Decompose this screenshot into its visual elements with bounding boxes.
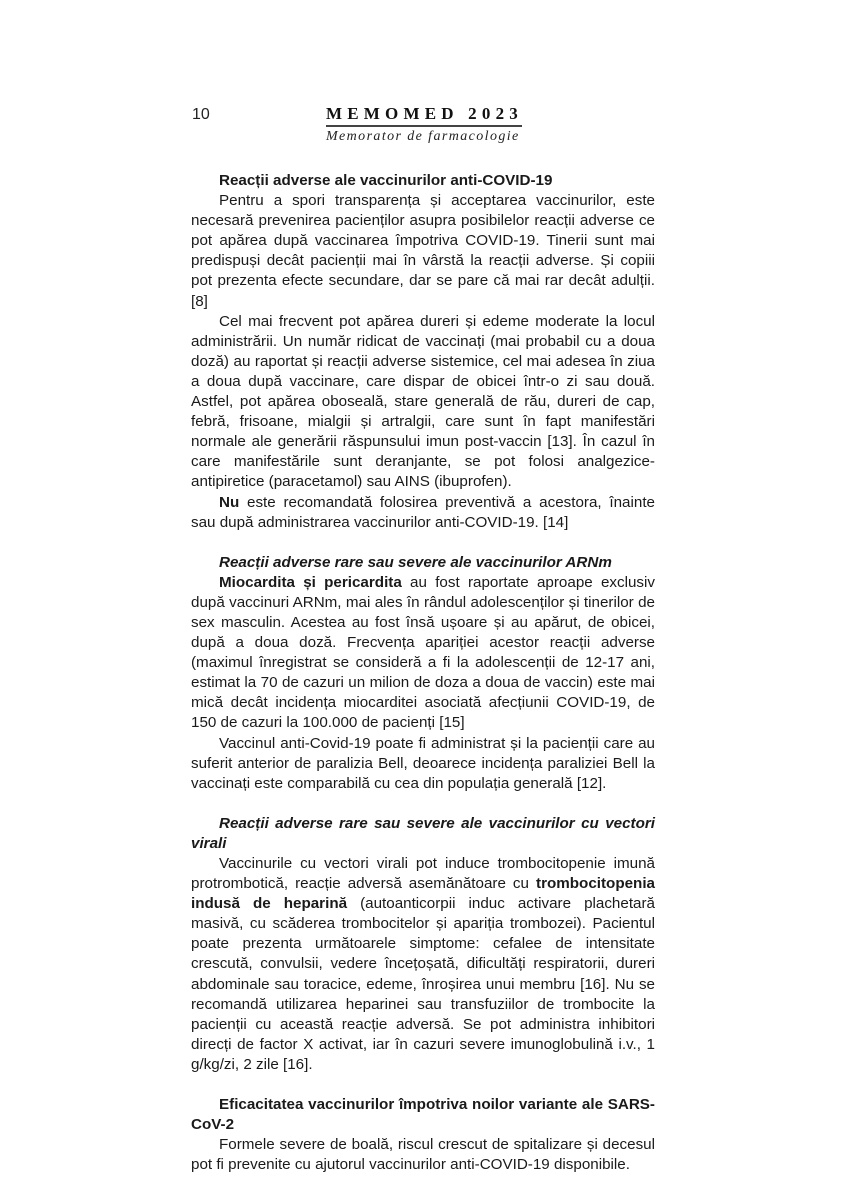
paragraph xyxy=(191,493,655,533)
paragraph xyxy=(191,854,655,1075)
section-heading: Reacții adverse ale vaccinurilor anti-COVID-19 xyxy=(219,172,553,189)
paragraph-text: este recomandată folosirea preventivă a acestora, înainte sau după administrarea vaccinurilor anti-COVID-19. [14] xyxy=(191,493,655,531)
header-title: MEMOMED 2023 xyxy=(326,104,522,127)
page-number: 10 xyxy=(192,106,210,123)
section-heading: Reacții adverse rare sau severe ale vaccinurilor cu vectori virali xyxy=(191,814,655,852)
header-subtitle: Memorator de farmacologie xyxy=(326,129,520,144)
section-heading: Eficacitatea vaccinurilor împotriva noilor variante ale SARS-CoV-2 xyxy=(191,1096,655,1134)
paragraph-text: Vaccinurile cu vectori virali pot induce trombocitopenie imună protrombotică, reacție adversă asemănătoare cu xyxy=(191,855,655,893)
running-header xyxy=(326,104,522,145)
paragraph-text: au fost raportate aproape exclusiv după vaccinuri ARNm, mai ales în rândul adolescenților și tinerilor de sex masculin. Acestea au fost însă ușoare și au apărut, de obicei, după a doua doză. Frecvența apariției acestor reacții adverse (maximul înregistrat se consideră a fi la adolescenții de 12-17 ani, estimat la 70 de cazuri un milion de doza a doua de vaccin) este mai mică decât incidența miocarditei asociată afecțiunii COVID-19, de 150 de cazuri la 100.000 de pacienți [15] xyxy=(191,573,655,732)
paragraph: Pentru a spori transparența și acceptarea vaccinurilor, este necesară prevenirea pacienților asupra posibilelor reacții adverse ce pot apărea după vaccinarea împotriva COVID-19. Tinerii sunt mai predispuși decât pacienții mai în vârstă la reacții adverse. Și copiii pot prezenta efecte secundare, dar se pare că mai rar decât adulții. [8] xyxy=(191,192,655,310)
emphasis: trombocitopenia indusă de heparină xyxy=(191,875,655,913)
paragraph: Cel mai frecvent pot apărea dureri și edeme moderate la locul administrării. Un număr ridicat de vaccinați (mai probabil cu a doua doză) au raportat și reacții adverse sistemice, cel mai adesea în ziua a doua după vaccinare, care dispar de obicei într-o zi sau două. Astfel, pot apărea oboseală, stare generală de rău, dureri de cap, febră, frisoane, mialgii și artralgii, care sunt în fapt manifestări normale ale generării răspunsului imun post-vaccin [13]. În cazul în care manifestările sunt deranjante, se pot folosi analgezice-antipiretice (paracetamol) sau AINS (ibuprofen). xyxy=(191,312,655,491)
section-heading: Reacții adverse rare sau severe ale vaccinurilor ARNm xyxy=(219,553,612,571)
emphasis: Miocardita și pericardita xyxy=(219,573,402,591)
paragraph: Vaccinul anti-Covid-19 poate fi administrat și la pacienții care au suferit anterior de paralizia Bell, deoarece incidența paraliziei Bell la vaccinați este comparabilă cu cea din populația generală [12]. xyxy=(191,734,655,792)
paragraph-text: (autoanticorpii induc activare plachetară masivă, cu scăderea trombocitelor și apariția trombozei). Pacientul poate prezenta următoarele simptome: cefalee de intensitate crescută, convulsii, vedere încețoșată, dificultăți respiratorii, dureri abdominale sau toracice, edeme, înroșirea unui membru [16]. Nu se recomandă utilizarea heparinei sau transfuziilor de trombocite la pacienții cu această reacție adversă. Se pot administra inhibitori direcți de factor X activat, iar în cazuri severe imunoglobulină i.v., 1 g/kg/zi, 2 zile [16]. xyxy=(191,895,655,1073)
paragraph xyxy=(191,573,655,734)
page-body xyxy=(191,171,655,1175)
emphasis: Nu xyxy=(219,493,240,511)
paragraph: Formele severe de boală, riscul crescut de spitalizare și decesul pot fi prevenite cu ajutorul vaccinurilor anti-COVID-19 disponibile. xyxy=(191,1136,655,1174)
